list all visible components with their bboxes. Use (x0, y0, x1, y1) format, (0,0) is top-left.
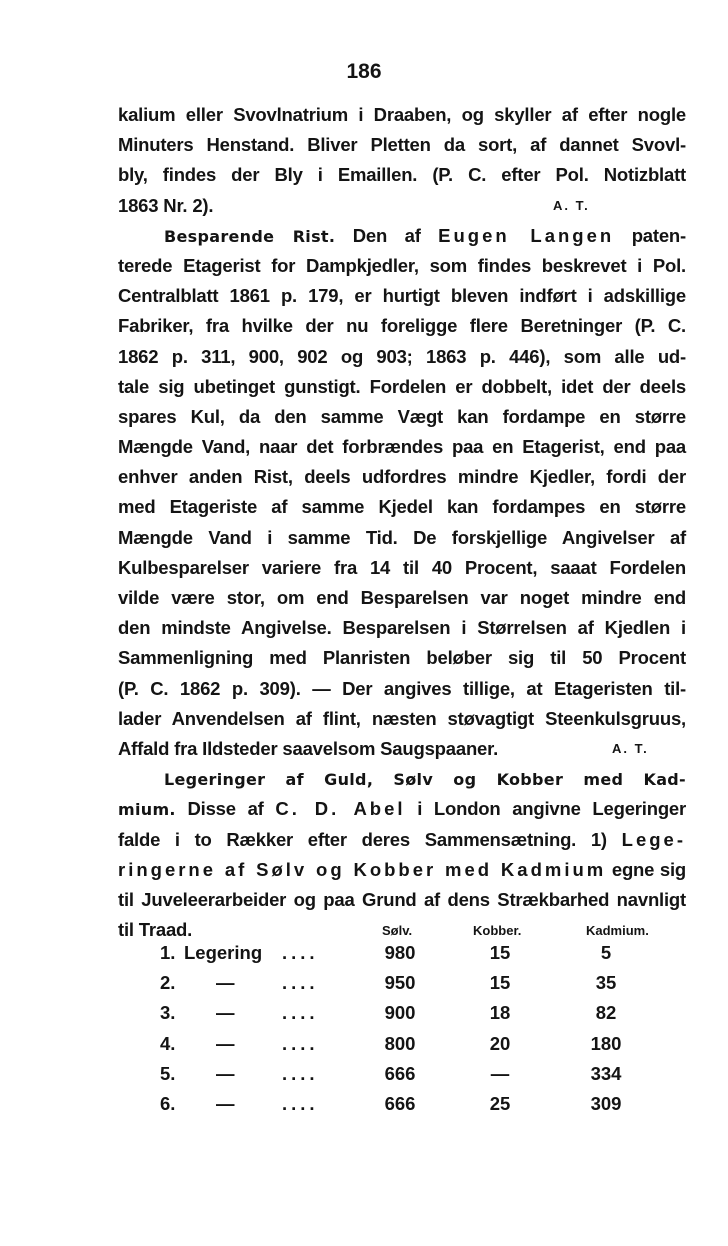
text-line: med Etageriste af samme Kjedel kan fordampes en større (118, 496, 686, 518)
text-line: til Juveleerarbeider og paa Grund af dens Strækbarhed navnligt (118, 888, 686, 910)
row-number: 2. (160, 972, 176, 994)
column-header-solv: Sølv. (382, 923, 413, 938)
cell-solv: 666 (384, 1092, 416, 1114)
text-line (118, 191, 686, 221)
cell-kobber: — (490, 1062, 510, 1084)
cell-solv: 666 (384, 1062, 416, 1084)
text-line: lader Anvendelsen af flint, næsten støvagtigt Steenkulsgruus, (118, 707, 686, 729)
text-line-content: Affald fra Ildsteder saavelsom Saugspaaner. (118, 737, 499, 759)
alloy-name: — (216, 1002, 235, 1024)
alloy-table (118, 938, 688, 1119)
cell-solv: 800 (384, 1032, 416, 1054)
text-line (118, 825, 686, 855)
section-heading-cont: mium. (118, 800, 176, 820)
text-line (118, 855, 686, 885)
text-line-content: 1863 Nr. 2). (118, 194, 214, 216)
cell-kobber: 15 (489, 972, 511, 994)
text-line: kalium eller Svovlnatrium i Draaben, og skyller af efter nogle (118, 104, 686, 125)
text-span: egne sig (606, 858, 686, 880)
cell-kobber: 25 (489, 1092, 511, 1114)
cell-kadmium: 309 (590, 1092, 622, 1114)
column-header-kadmium: Kadmium. (586, 923, 649, 938)
cell-kobber: 15 (489, 942, 511, 963)
text-span: paten- (614, 224, 686, 246)
leader-dots: .... (282, 972, 319, 994)
alloy-name: — (216, 1092, 235, 1114)
text-line: Fabriker, fra hvilke der nu foreligge flere Beretninger (P. C. (118, 315, 686, 337)
person-name: Eugen Langen (438, 224, 615, 246)
text-span: i London angivne Legeringer (405, 798, 687, 820)
text-line (118, 764, 686, 794)
leader-dots: .... (282, 1092, 319, 1114)
text-line: (P. C. 1862 p. 309). — Der angives tillige, at Etageristen til- (118, 677, 686, 699)
table-row (118, 968, 688, 998)
text-line: 1862 p. 311, 900, 902 og 903; 1863 p. 446), som alle ud- (118, 345, 686, 367)
cell-kobber: 18 (489, 1002, 511, 1024)
person-name: C. D. Abel (275, 798, 406, 820)
leader-dots: .... (282, 1062, 319, 1084)
leader-dots: .... (282, 1032, 319, 1054)
author-signature: A. T. (612, 740, 649, 756)
spaced-text: ringerne af Sølv og Kobber med Kadmium (118, 858, 607, 880)
row-number: 1. (160, 942, 176, 963)
row-number: 6. (160, 1092, 176, 1114)
page-number: 186 (346, 60, 382, 83)
leader-dots: .... (282, 1002, 319, 1024)
table-row (118, 1059, 688, 1089)
text-line: den mindste Angivelse. Besparelsen i Størrelsen af Kjedlen i (118, 617, 686, 639)
text-line: Minuters Henstand. Bliver Pletten da sort, af dannet Svovl- (118, 134, 686, 156)
text-line: terede Etagerist for Dampkjedler, som findes beskrevet i Pol. (118, 254, 686, 276)
cell-solv: 980 (384, 942, 416, 963)
table-row (118, 1029, 688, 1059)
row-number: 3. (160, 1002, 176, 1024)
text-span: Den af (352, 224, 439, 246)
cell-solv: 900 (384, 1002, 416, 1024)
text-span: Disse af (175, 798, 276, 820)
cell-kadmium: 82 (595, 1002, 617, 1024)
text-line (118, 794, 686, 824)
row-number: 4. (160, 1032, 176, 1054)
row-number: 5. (160, 1062, 176, 1084)
cell-kobber: 20 (489, 1032, 511, 1054)
text-line (118, 221, 686, 251)
section-heading: Besparende Rist. (164, 226, 336, 246)
alloy-name: Legering (184, 942, 263, 963)
text-line: vilde være stor, om end Besparelsen var noget mindre end (118, 587, 686, 608)
cell-kadmium: 5 (600, 942, 612, 963)
alloy-name: — (216, 972, 235, 994)
text-line (118, 734, 686, 764)
text-line: Mængde Vand, naar det forbrændes paa en Etagerist, end paa (118, 436, 686, 458)
table-row (118, 938, 688, 968)
text-line: bly, findes der Bly i Emaillen. (P. C. efter Pol. Notizblatt (118, 164, 686, 186)
text-line: tale sig ubetinget gunstigt. Fordelen er dobbelt, idet der deels (118, 375, 686, 397)
cell-solv: 950 (384, 972, 416, 994)
column-header-kobber: Kobber. (473, 923, 522, 938)
text-line: spares Kul, da den samme Vægt kan fordampe en større (118, 405, 686, 427)
text-line: enhver anden Rist, deels udfordres mindre Kjedler, fordi der (118, 466, 686, 488)
spaced-text: Lege- (621, 828, 686, 850)
cell-kadmium: 35 (595, 972, 617, 994)
text-line: Sammenligning med Planristen beløber sig til 50 Procent (118, 647, 686, 669)
cell-kadmium: 334 (590, 1062, 622, 1084)
text-line: Centralblatt 1861 p. 179, er hurtigt bleven indført i adskillige (118, 285, 686, 307)
alloy-name: — (216, 1062, 235, 1084)
page-body (118, 100, 686, 945)
text-line: Kulbesparelser variere fra 14 til 40 Procent, saaat Fordelen (118, 556, 686, 578)
text-span: falde i to Rækker efter deres Sammensætning. 1) (118, 828, 607, 850)
author-signature: A. T. (553, 197, 590, 213)
section-heading: Legeringer af Guld, Sølv og Kobber med Kad- (164, 770, 686, 790)
text-line: Mængde Vand i samme Tid. De forskjellige Angivelser af (118, 526, 686, 548)
text-line: til Traad. (118, 919, 193, 941)
cell-kadmium: 180 (590, 1032, 622, 1054)
table-row (118, 1089, 688, 1119)
alloy-name: — (216, 1032, 235, 1054)
leader-dots: .... (282, 942, 319, 963)
table-row (118, 998, 688, 1028)
